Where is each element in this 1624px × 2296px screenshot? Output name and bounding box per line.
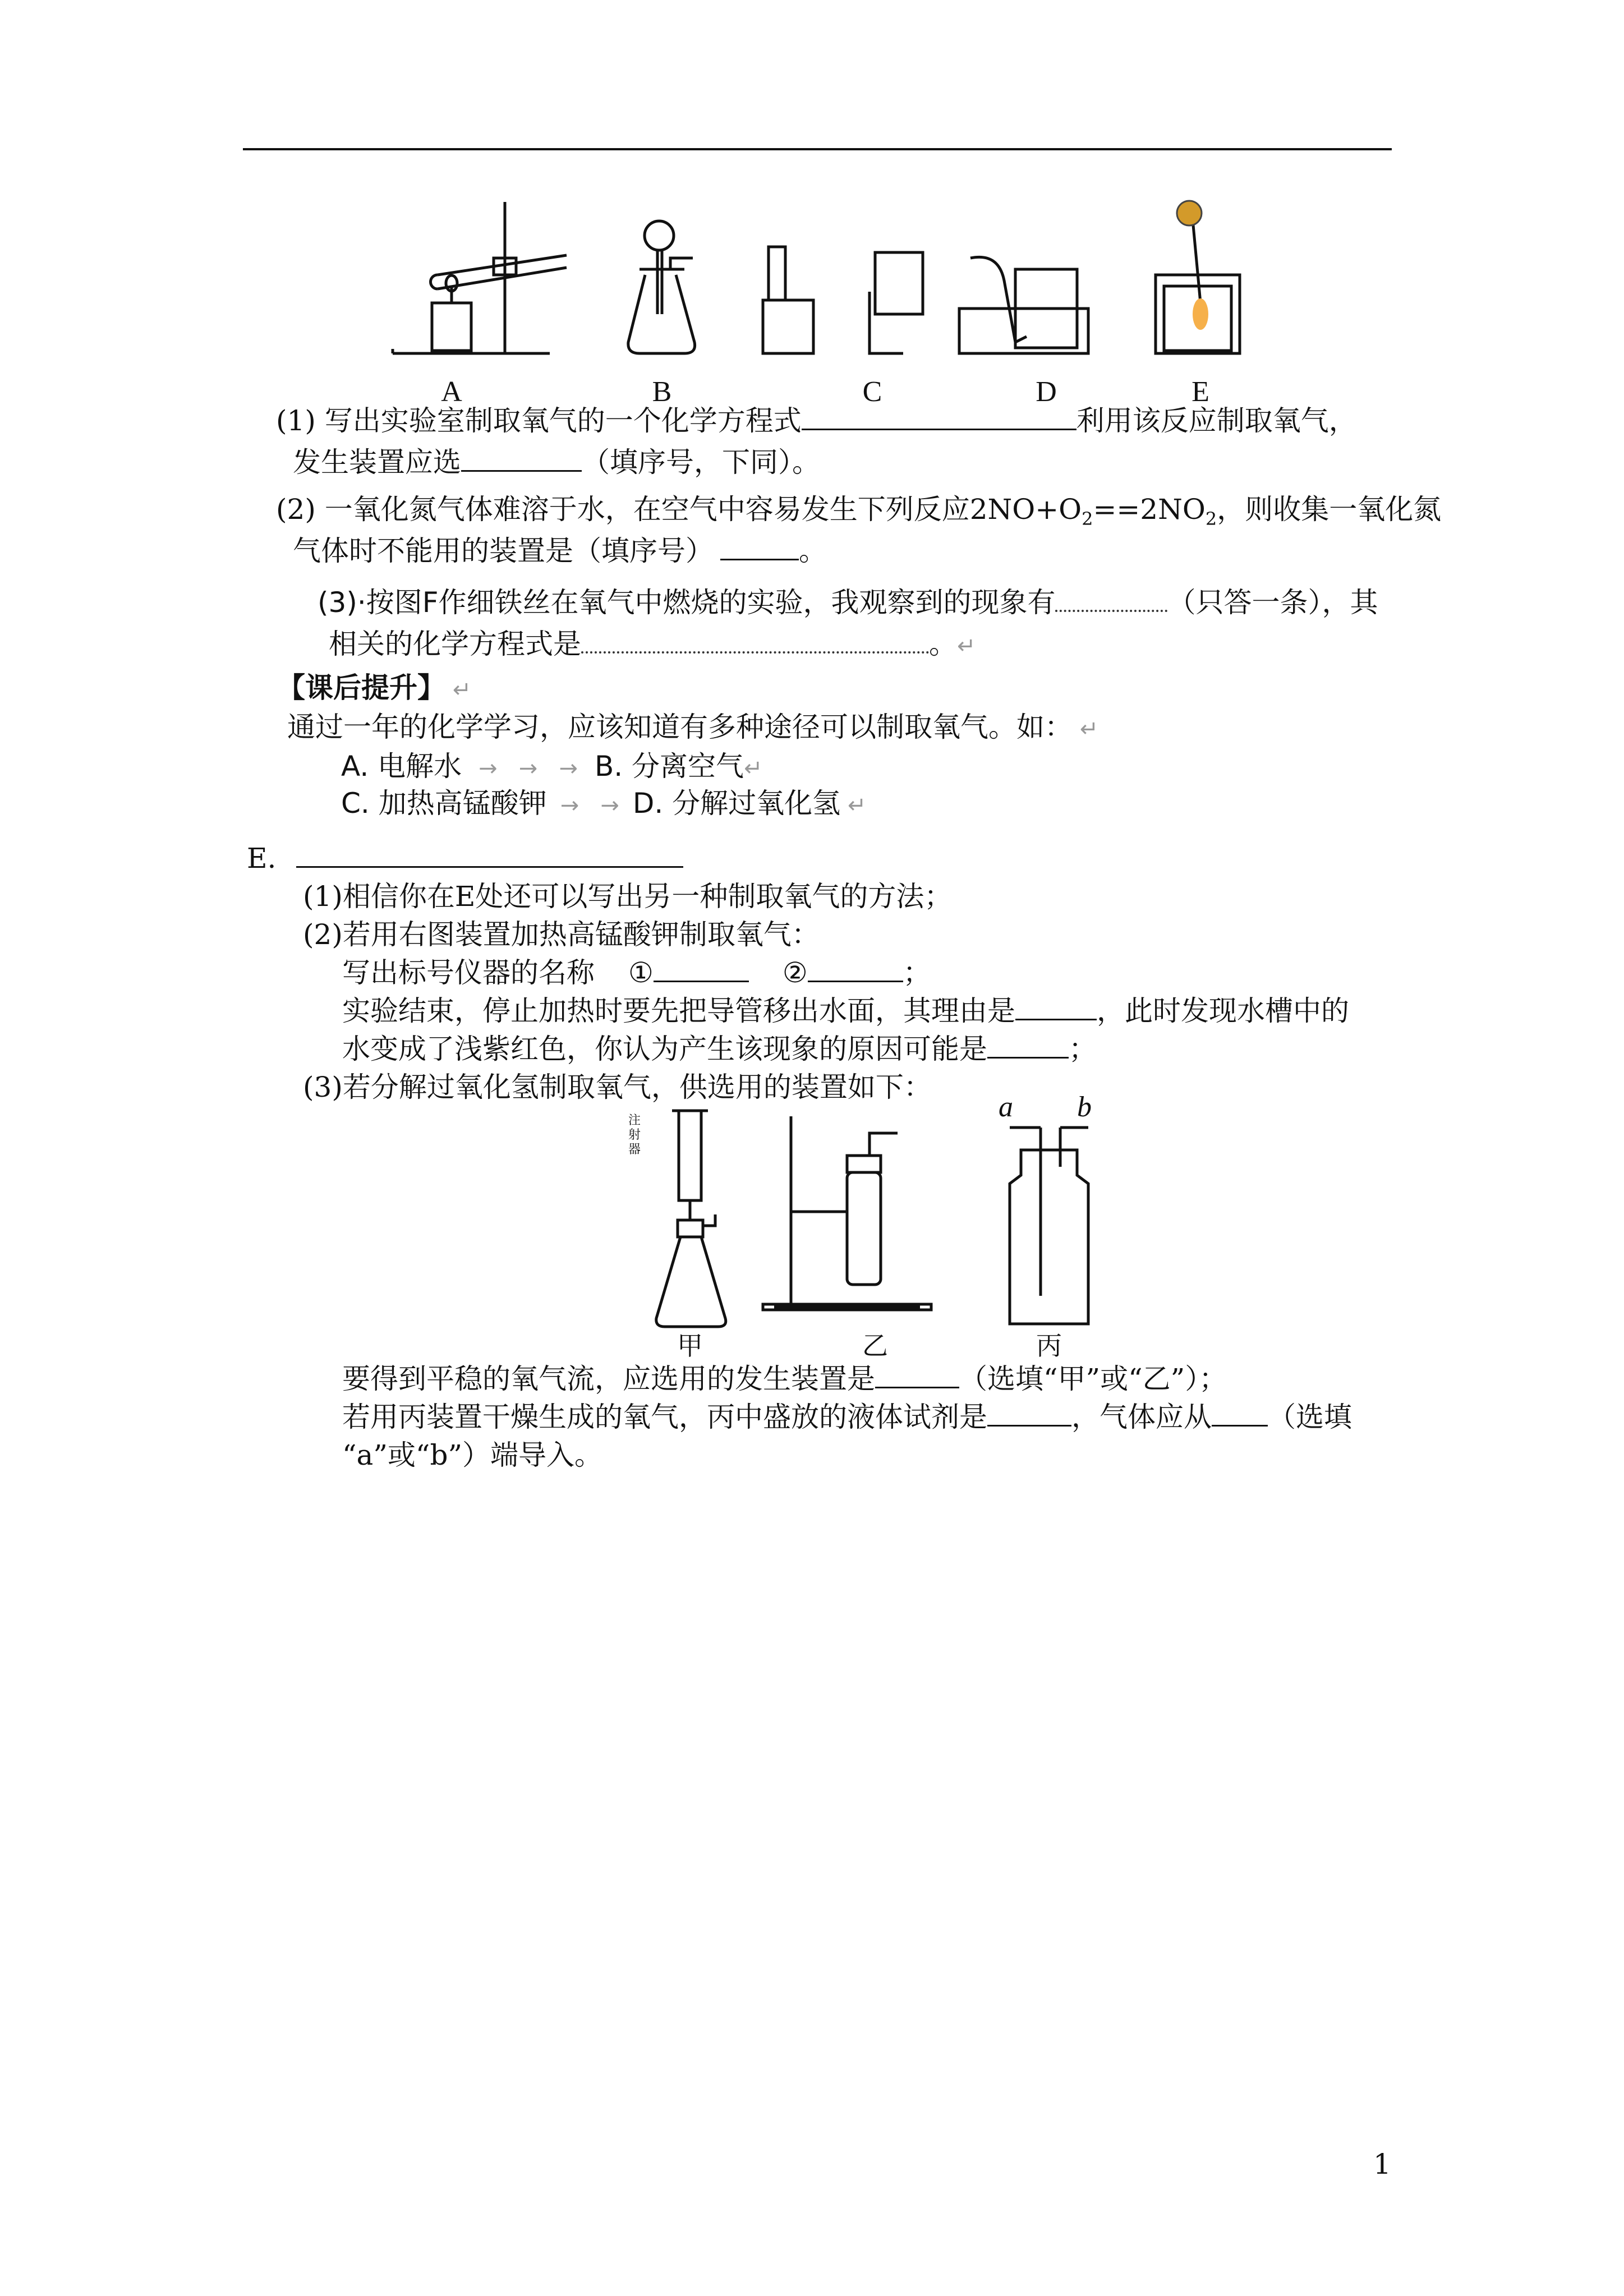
label-yi: 乙	[862, 1331, 888, 1361]
q3-line2: 相关的化学方程式是 。↵	[329, 628, 976, 660]
q3-equation-blank[interactable]	[581, 627, 929, 654]
port-a-label: a	[999, 1091, 1013, 1123]
q1-equation-blank[interactable]	[802, 402, 1076, 430]
q3-phenomenon-blank[interactable]	[1055, 585, 1167, 612]
dry-question-line1: 若用丙装置干燥生成的氧气，丙中盛放的液体试剂是 ，气体应从 （选填	[342, 1398, 1352, 1436]
methods-row-2: C. 加热高锰酸钾 → → D. 分解过氧化氢 ↵	[341, 787, 867, 820]
steady-flow-question: 要得到平稳的氧气流，应选用的发生装置是 （选填“甲”或“乙”）；	[342, 1360, 1227, 1398]
steady-device-blank[interactable]	[875, 1360, 959, 1388]
sub-q2-water: 水变成了浅紫红色，你认为产生该现象的原因可能是 ；	[342, 1030, 1097, 1068]
label-a: A	[441, 376, 462, 408]
instrument-2-blank[interactable]	[808, 954, 903, 982]
q2-line2: 气体时不能用的装置是（填序号） 。	[293, 532, 827, 570]
apparatus-figure	[381, 191, 1279, 408]
device-figure	[606, 1091, 1111, 1361]
reason-blank[interactable]	[1015, 992, 1097, 1020]
label-c: C	[862, 376, 882, 408]
page-number: 1	[1373, 2148, 1391, 2180]
port-b-label: b	[1077, 1091, 1092, 1123]
q2-line1: (2) 一氧化氮气体难溶于水，在空气中容易发生下列反应$2NO+O_2==2NO_2$，则收集一氧化氮	[276, 493, 1442, 530]
dry-question-line2: “a”或“b”）端导入。	[342, 1439, 603, 1471]
syringe-text: 注射器	[628, 1114, 641, 1157]
label-b: B	[652, 376, 672, 408]
sub-q2-stop: 实验结束，停止加热时要先把导管移出水面，其理由是 ，此时发现水槽中的	[342, 992, 1349, 1030]
label-bing: 丙	[1036, 1331, 1062, 1361]
q3-line1: (3)·按图F作细铁丝在氧气中燃烧的实验，我观察到的现象有 （只答一条），其	[318, 586, 1378, 619]
cause-blank[interactable]	[987, 1030, 1069, 1059]
q2-answer-blank[interactable]	[720, 532, 799, 560]
e-line: E.	[247, 839, 683, 877]
label-jia: 甲	[677, 1331, 703, 1361]
sub-q3-title: (3)若分解过氧化氢制取氧气，供选用的装置如下：	[303, 1071, 932, 1103]
q1-line1: (1) 写出实验室制取氧气的一个化学方程式 利用该反应制取氧气，	[276, 402, 1357, 440]
q1-line2: 发生装置应选 （填序号，下同）。	[293, 443, 820, 481]
sub-q2-title: (2)若用右图装置加热高锰酸钾制取氧气：	[303, 918, 820, 951]
methods-row-1: A. 电解水 → → → B. 分离空气↵	[341, 750, 763, 783]
header-rule	[243, 148, 1392, 150]
instrument-1-blank[interactable]	[654, 954, 749, 982]
section-title: 【课后提升】 ↵	[277, 671, 472, 704]
inlet-blank[interactable]	[1212, 1398, 1268, 1427]
sub-q2-names: 写出标号仪器的名称 ① ② ；	[342, 954, 931, 992]
e-method-blank[interactable]	[296, 839, 683, 868]
sub-q1: (1)相信你在E处还可以写出另一种制取氧气的方法；	[303, 880, 953, 913]
label-e: E	[1191, 376, 1209, 408]
label-d: D	[1036, 376, 1057, 408]
reagent-blank[interactable]	[987, 1398, 1071, 1427]
intro-text: 通过一年的化学学习，应该知道有多种途径可以制取氧气。如： ↵	[287, 711, 1099, 743]
q1-device-blank[interactable]	[461, 443, 582, 472]
